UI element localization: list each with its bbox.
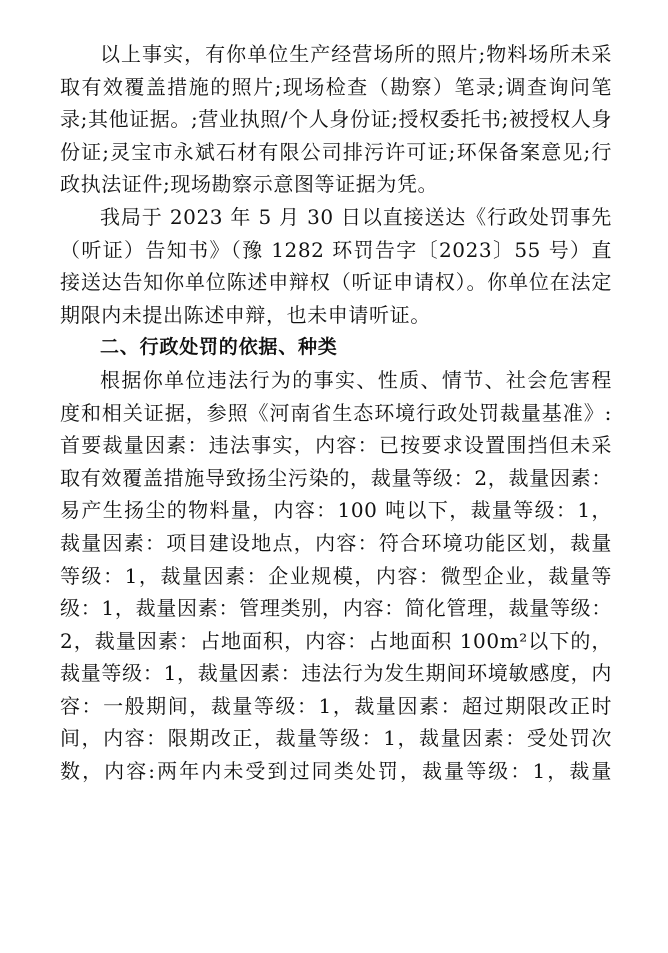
section-heading: 二、行政处罚的依据、种类 (100, 336, 338, 359)
paragraph-basis: 根据你单位违法行为的事实、性质、情节、社会危害程度和相关证据，参照《河南省生态环境行政处罚裁量基准》:首要裁量因素：违法事实，内容：已按要求设置围挡但未采取有效覆盖措施导致扬尘污染的，裁量等级：2，裁量因素：易产生扬尘的物料量，内容：100 吨以下，裁量等级：1，裁量因素：项目建设地点，内容：符合环境功能区划，裁量等级：1，裁量因素：企业规模，内容：微型企业，裁量等级：1，裁量因素：管理类别，内容：简化管理，裁量等级：2，裁量因素：占地面积，内容：占地面积 100m²以下的，裁量等级：1，裁量因素：违法行为发生期间环境敏感度，内容：一般期间，裁量等级：1，裁量因素：超过期限改正时间，内容：限期改正，裁量等级：1，裁量因素：受处罚次数，内容:两年内未受到过同类处罚，裁量等级：1，裁量 (60, 367, 612, 784)
paragraph-notice: 我局于 2023 年 5 月 30 日以直接送达《行政处罚事先（听证）告知书》（豫 1282 环罚告字〔2023〕55 号）直接送达告知你单位陈述申辩权（听证申请权）。你单位在法定期限内未提出陈述申辩，也未申请听证。 (60, 204, 612, 327)
paragraph-facts: 以上事实，有你单位生产经营场所的照片;物料场所未采取有效覆盖措施的照片;现场检查（勘察）笔录;调查询问笔录;其他证据。;营业执照/个人身份证;授权委托书;被授权人身份证;灵宝市永斌石材有限公司排污许可证;环保备案意见;行政执法证件;现场勘察示意图等证据为凭。 (60, 42, 612, 197)
